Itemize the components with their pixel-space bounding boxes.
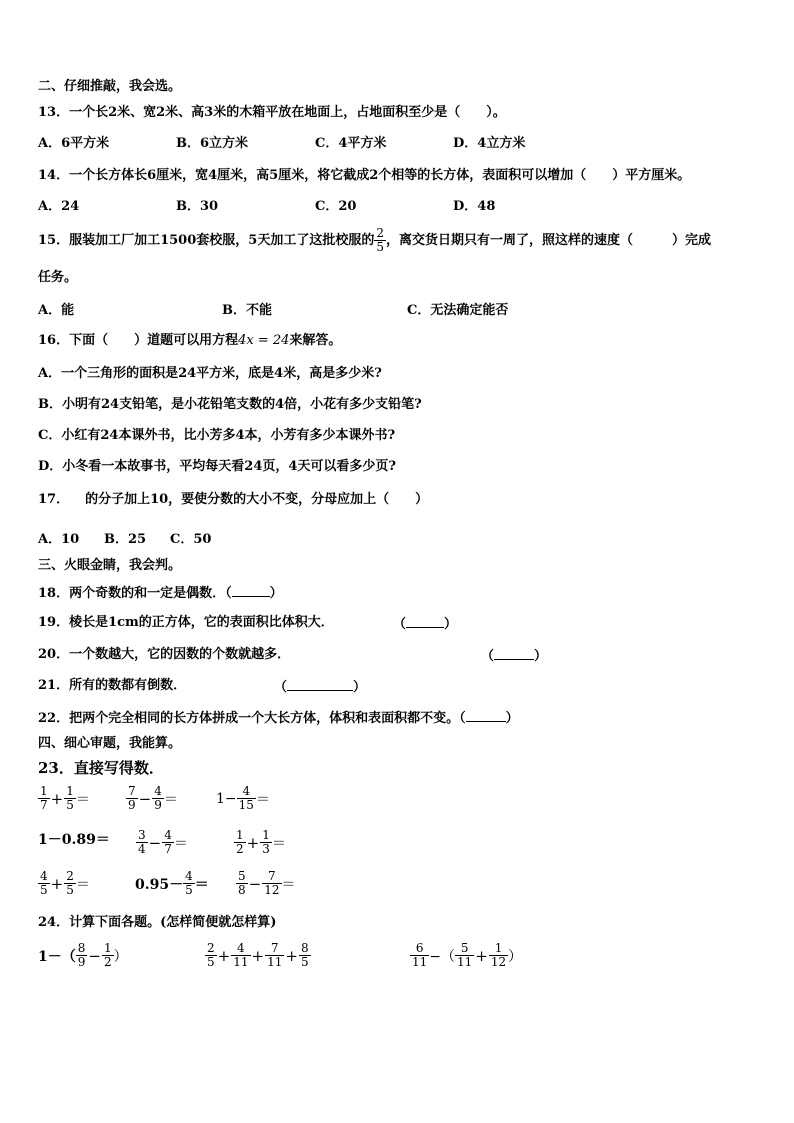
q13-option-b[interactable]: B．6立方米 (176, 136, 249, 151)
q23-expr-6: $\frac{1}{2}$ + $\frac{1}{3}$ ＝ (236, 828, 286, 856)
q18-text: 18．两个奇数的和一定是偶数．（ (38, 586, 232, 601)
section-title-calc: 四、细心审题，我能算。 (38, 736, 182, 751)
question-24-title: 24．计算下面各题。(怎样简便就怎样算) (38, 915, 277, 930)
q21-answer-blank[interactable] (287, 678, 353, 691)
q16-equation: 4x = 24 (238, 333, 290, 348)
question-21: 21．所有的数都有倒数． (38, 678, 187, 693)
q16-text-post: 来解答。 (289, 333, 342, 348)
question-15 (38, 227, 711, 254)
q15-option-b[interactable]: B．不能 (222, 303, 272, 318)
q23-expr-4: 1－0.89＝ (38, 832, 110, 848)
q20-answer-blank[interactable] (494, 647, 534, 660)
q23-expr-2: $\frac{7}{9}$ − $\frac{4}{9}$ ＝ (128, 784, 178, 812)
question-23-title: 23．直接写得数． (38, 759, 164, 777)
q16-option-d[interactable]: D．小冬看一本故事书，平均每天看24页，4天可以看多少页? (38, 459, 397, 474)
q19-answer[interactable]: （ ） (393, 617, 458, 632)
q24-expr-1: 1－（ $\frac{8}{9}$ − $\frac{1}{2}$ ） (38, 941, 128, 969)
q22-text: 22．把两个完全相同的长方体拼成一个大长方体，体积和表面积都不变。（ (38, 711, 466, 726)
q14-option-c[interactable]: C．20 (315, 199, 357, 214)
question-13: 13．一个长2米、宽2米、高3米的木箱平放在地面上，占地面积至少是（ ）。 (38, 105, 506, 120)
q24-expr-2: $\frac{2}{5}$ + $\frac{4}{11}$ + $\frac{7}{11}$ + $\frac{8}{5}$ (207, 941, 309, 969)
q20-answer[interactable]: （ ） (481, 649, 548, 664)
q23-expr-8: 0.95－ $\frac{4}{5}$ ＝ (135, 869, 209, 897)
q13-option-a[interactable]: A．6平方米 (38, 136, 110, 151)
q17-number: 17． (38, 492, 70, 507)
q14-option-d[interactable]: D．48 (453, 199, 496, 214)
q17-option-c[interactable]: C．50 (170, 532, 212, 547)
question-19: 19．棱长是1cm的正方体，它的表面积比体积大． (38, 615, 334, 630)
question-14: 14．一个长方体长6厘米，宽4厘米，高5厘米，将它截成2个相等的长方体，表面积可以增加（ ）平方厘米。 (38, 168, 691, 183)
q23-expr-9: $\frac{5}{8}$ − $\frac{7}{12}$ ＝ (238, 869, 296, 897)
q17-option-b[interactable]: B．25 (104, 532, 147, 547)
question-22: 22．把两个完全相同的长方体拼成一个大长方体，体积和表面积都不变。（ ） (38, 711, 519, 726)
question-17 (38, 492, 428, 508)
q13-option-d[interactable]: D．4立方米 (453, 136, 526, 151)
q16-option-a[interactable]: A．一个三角形的面积是24平方米，底是4米，高是多少米? (38, 366, 382, 381)
q13-option-c[interactable]: C．4平方米 (315, 136, 387, 151)
q15-fraction: $\frac{2}{5}$ (376, 226, 384, 254)
q23-expr-1: $\frac{1}{7}$ + $\frac{1}{5}$ ＝ (40, 784, 90, 812)
question-20: 20．一个数越大，它的因数的个数就越多． (38, 647, 291, 662)
question-15-line2: 任务。 (38, 270, 78, 285)
q15-text-post: ，离交货日期只有一周了，照这样的速度（ ）完成 (385, 233, 711, 248)
q17-option-a[interactable]: A．10 (38, 532, 80, 547)
q23-expr-5: $\frac{3}{4}$ − $\frac{4}{7}$ ＝ (138, 828, 188, 856)
question-18: 18．两个奇数的和一定是偶数．（ ） (38, 586, 283, 601)
q22-answer-blank[interactable] (466, 709, 506, 722)
q14-option-a[interactable]: A．24 (38, 199, 80, 214)
q23-expr-7: $\frac{4}{5}$ + $\frac{2}{5}$ ＝ (40, 869, 90, 897)
section-title-judge: 三、火眼金睛，我会判。 (38, 558, 182, 573)
q18-answer-blank[interactable] (232, 584, 270, 597)
q15-option-c[interactable]: C．无法确定能否 (407, 303, 509, 318)
q14-option-b[interactable]: B．30 (176, 199, 219, 214)
q19-answer-blank[interactable] (406, 615, 444, 628)
section-title-choice: 二、仔细推敲，我会选。 (38, 79, 182, 94)
q16-option-b[interactable]: B．小明有24支铅笔，是小花铅笔支数的4倍，小花有多少支铅笔? (38, 397, 422, 412)
q16-option-c[interactable]: C．小红有24本课外书，比小芳多4本，小芳有多少本课外书? (38, 428, 396, 443)
q17-text: 的分子加上10，要使分数的大小不变，分母应加上（ ） (85, 492, 429, 507)
q24-expr-3: $\frac{6}{11}$ −（ $\frac{5}{11}$ + $\frac{1}{12}$ ） (412, 941, 523, 969)
q16-text-pre: 16．下面（ ）道题可以用方程 (38, 333, 239, 348)
q21-answer[interactable]: （ ） (274, 680, 367, 695)
question-16 (38, 333, 341, 349)
q15-text-pre: 15．服装加工厂加工1500套校服，5天加工了这批校服的 (38, 233, 375, 248)
q15-option-a[interactable]: A．能 (38, 303, 75, 318)
q23-expr-3: 1− $\frac{4}{15}$ ＝ (216, 784, 270, 812)
